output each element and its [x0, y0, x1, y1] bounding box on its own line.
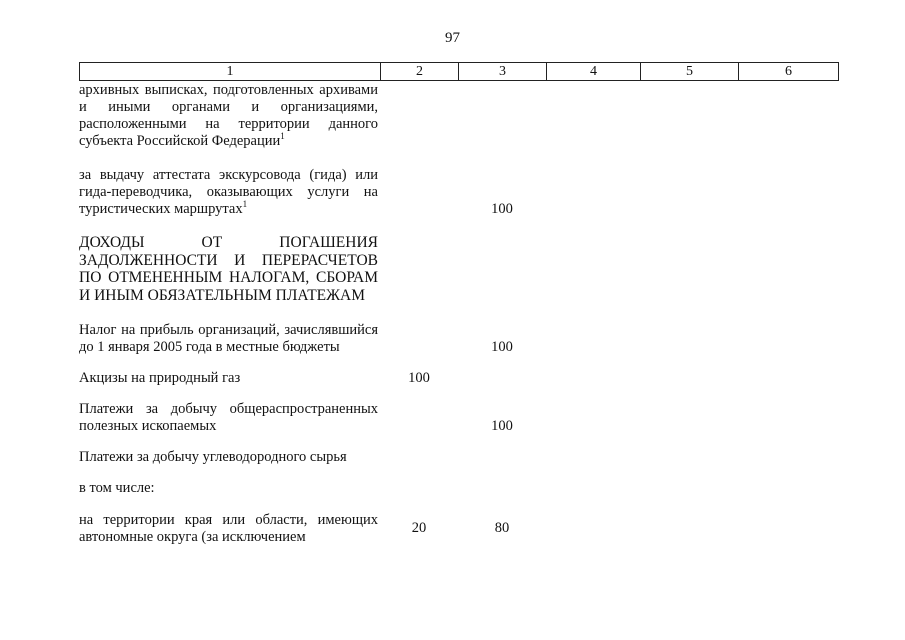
table-row [79, 512, 838, 546]
column-header-1: 1 [80, 63, 381, 81]
page-number: 97 [445, 30, 460, 46]
table-row [79, 449, 838, 466]
column-header-4: 4 [547, 63, 641, 81]
table-row [79, 401, 838, 435]
row-description: ДОХОДЫ ОТ ПОГАШЕНИЯ ЗАДОЛЖЕННОСТИ И ПЕРЕРАСЧЕТОВ ПО ОТМЕНЕННЫМ НАЛОГАМ, СБОРАМ И ИНЫМ ОБЯЗАТЕЛЬНЫМ ПЛАТЕЖАМ [79, 234, 378, 304]
row-description: Платежи за добычу углеводородного сырья [79, 449, 347, 465]
row-description: Платежи за добычу общераспространенных полезных ископаемых [79, 401, 378, 434]
row-value-col2: 100 [408, 370, 430, 386]
row-description: архивных выписках, подготовленных архивами и иными органами и организациями, расположенными на территории данного субъекта Российской Федерации$^1$ [79, 82, 378, 149]
column-header-2: 2 [381, 63, 459, 81]
row-description: Налог на прибыль организаций, зачислявшийся до 1 января 2005 года в местные бюджеты [79, 322, 378, 355]
row-description: в том числе: [79, 480, 155, 496]
table-row [79, 370, 838, 387]
column-header-row [79, 62, 839, 81]
row-value-col3: 80 [494, 520, 510, 536]
column-header-6: 6 [739, 63, 839, 81]
row-description: за выдачу аттестата экскурсовода (гида) или гида-переводчика, оказывающих услуги на туристических маршрутах$^1$ [79, 167, 378, 217]
row-description: Акцизы на природный газ [79, 370, 241, 386]
row-value-col2: 20 [411, 520, 427, 536]
row-value-col3: 100 [491, 339, 513, 355]
column-header-3: 3 [459, 63, 547, 81]
table-body [79, 82, 838, 546]
table-row [79, 234, 838, 304]
table-row [79, 322, 838, 356]
row-value-col3: 100 [491, 418, 513, 434]
column-header-5: 5 [641, 63, 739, 81]
table-row [79, 167, 838, 218]
row-value-col3: 100 [491, 201, 513, 217]
table-row [79, 480, 838, 497]
table-row [79, 82, 838, 150]
row-description: на территории края или области, имеющих автономные округа (за исключением [79, 512, 378, 545]
